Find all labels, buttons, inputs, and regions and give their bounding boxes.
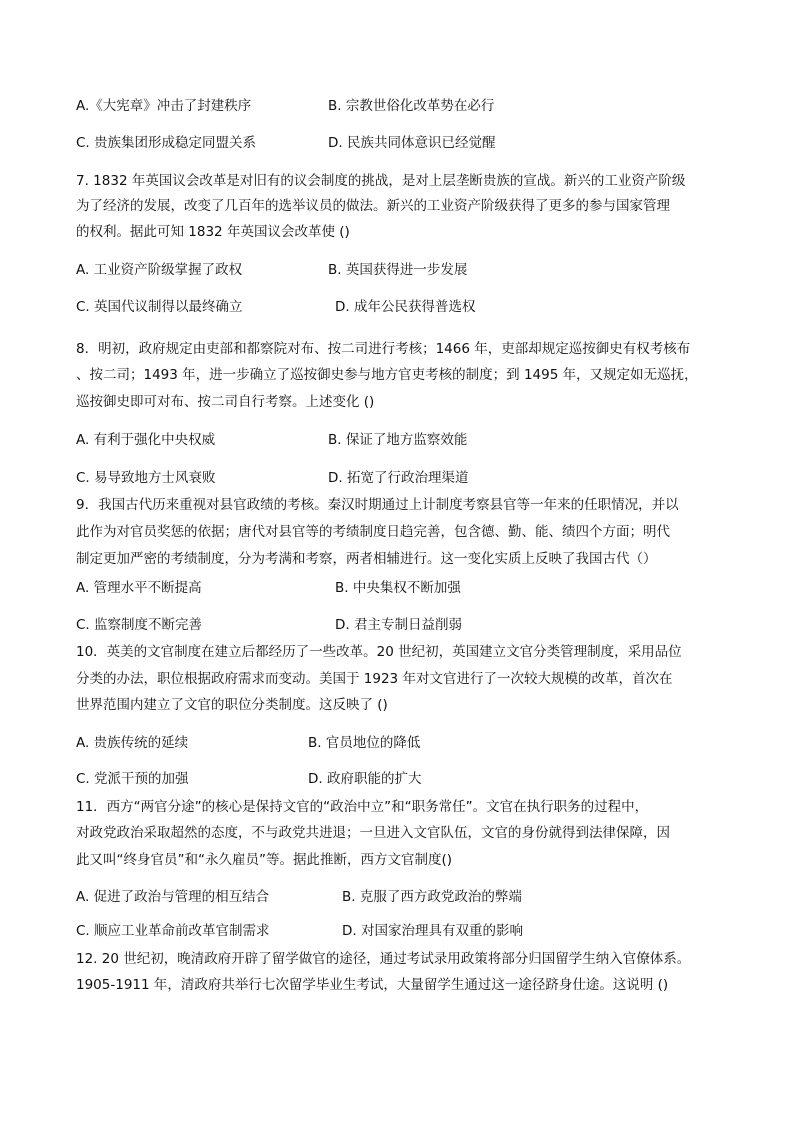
q11-stem-line-1: 11．西方“两官分途”的核心是保持文官的“政治中立”和“职务常任”。文官在执行职务的过程中， [76,799,649,815]
q7-stem-line-1: 7. 1832 年英国议会改革是对旧有的议会制度的挑战，是对上层垄断贵族的宣战。新兴的工业资产阶级 [76,173,686,189]
q9-stem-line-3: 制定更加严密的考绩制度，分为考满和考察，两者相辅进行。这一变化实质上反映了我国古代（） [76,551,657,567]
q11-option-d: D. 对国家治理具有双重的影响 [342,923,523,939]
q10-stem-line-3: 世界范围内建立了文官的职位分类制度。这反映了 () [76,697,388,713]
q6-option-d: D. 民族共同体意识已经觉醒 [328,135,496,151]
q7-stem-line-2: 为了经济的发展，改变了几百年的选举议员的做法。新兴的工业资产阶级获得了更多的参与国家管理 [76,198,670,214]
q7-option-b: B. 英国获得进一步发展 [328,262,468,278]
q7-stem-line-3: 的权利。据此可知 1832 年英国议会改革使 () [76,224,350,240]
q12-stem-line-1: 12. 20 世纪初，晚清政府开辟了留学做官的途径，通过考试录用政策将部分归国留学生纳入官僚体系。 [76,951,691,967]
q8-option-a: A. 有利于强化中央权威 [76,432,216,448]
q10-option-d: D. 政府职能的扩大 [308,771,422,787]
q11-option-a: A. 促进了政治与管理的相互结合 [76,889,270,905]
q6-option-b: B. 宗教世俗化改革势在必行 [328,98,495,114]
q12-stem-line-2: 1905-1911 年，清政府共举行七次留学毕业生考试，大量留学生通过这一途径跻身仕途。这说明 () [76,977,669,993]
q8-stem-line-3: 巡按御史即可对布、按二司自行考察。上述变化 () [76,394,375,410]
q10-stem-line-2: 分类的办法，职位根据政府需求而变动。美国于 1923 年对文官进行了一次较大规模的改革，首次在 [76,671,673,687]
q11-stem-line-2: 对政党政治采取超然的态度，不与政党共进退；一旦进入文官队伍，文官的身份就得到法律保障，因 [76,825,670,841]
q9-stem-line-1: 9．我国古代历来重视对县官政绩的考核。秦汉时期通过上计制度考察县官等一年来的任职情况，并以 [76,497,679,513]
q10-option-c: C. 党派干预的加强 [76,771,189,787]
q8-option-c: C. 易导致地方士风衰败 [76,470,216,486]
q7-option-d: D. 成年公民获得普选权 [335,299,476,315]
q11-option-c: C. 顺应工业革命前改革官制需求 [76,923,270,939]
q9-option-c: C. 监察制度不断完善 [76,617,203,633]
q10-stem-line-1: 10．英美的文官制度在建立后都经历了一些改革。20 世纪初，英国建立文官分类管理制度，采用品位 [76,644,682,660]
q8-option-b: B. 保证了地方监察效能 [328,432,468,448]
q6-option-c: C. 贵族集团形成稳定同盟关系 [76,135,257,151]
q11-option-b: B. 克服了西方政党政治的弊端 [342,889,522,905]
q10-option-a: A. 贵族传统的延续 [76,735,189,751]
q8-option-d: D. 拓宽了行政治理渠道 [328,470,469,486]
q10-option-b: B. 官员地位的降低 [308,735,421,751]
q7-option-a: A. 工业资产阶级掌握了政权 [76,262,243,278]
q9-option-d: D. 君主专制日益削弱 [335,617,462,633]
q8-stem-line-1: 8．明初，政府规定由吏部和都察院对布、按二司进行考核；1466 年，吏部却规定巡按御史有权考核布 [76,341,691,357]
q11-stem-line-3: 此又叫“终身官员”和“永久雇员”等。据此推断，西方文官制度() [76,852,453,868]
q9-option-b: B. 中央集权不断加强 [335,580,461,596]
q9-option-a: A. 管理水平不断提高 [76,580,202,596]
q8-stem-line-2: 、按二司；1493 年，进一步确立了巡按御史参与地方官吏考核的制度；到 1495 年，又规定如无巡抚， [76,367,698,383]
q7-option-c: C. 英国代议制得以最终确立 [76,299,243,315]
q9-stem-line-2: 此作为对官员奖惩的依据；唐代对县官等的考绩制度日趋完善，包含德、勤、能、绩四个方面；明代 [76,524,670,540]
q6-option-a: A.《大宪章》冲击了封建秩序 [76,98,252,114]
